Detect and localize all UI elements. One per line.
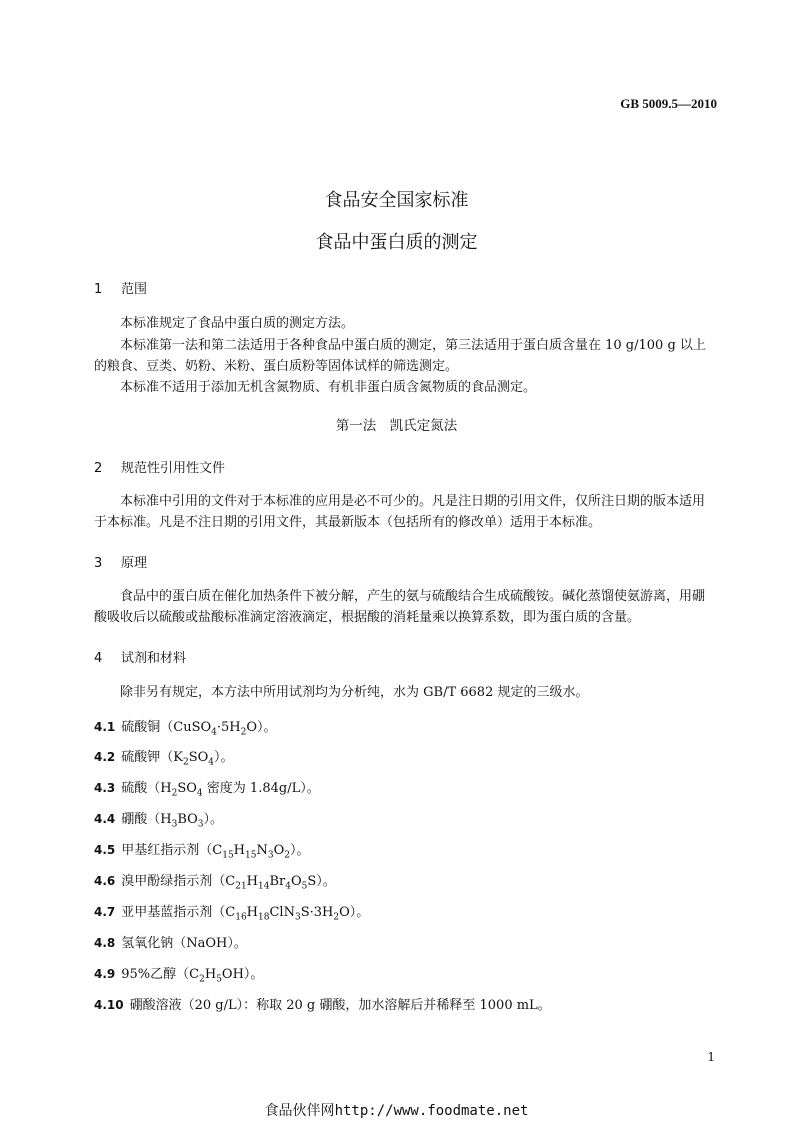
- scope-para-2: 本标准第一法和第二法适用于各种食品中蛋白质的测定，第三法适用于蛋白质含量在 10 g/100 g 以上的粮食、豆类、奶粉、米粉、蛋白质粉等固体试样的筛选测定。: [94, 338, 706, 374]
- footer: [0, 1100, 793, 1120]
- reagent-item: 4.3 硫酸（$H_2SO_4$ 密度为 1.84g/L）。: [94, 781, 320, 799]
- section-2-heading: [94, 457, 225, 476]
- footer-link[interactable]: http://www.foodmate.net: [334, 1103, 529, 1119]
- reagent-item: 4.6 溴甲酚绿指示剂$(C_{21}H_{14}Br_4O_5S)$。: [94, 874, 336, 892]
- reagent-item: 4.10 硼酸溶液（20 g/L）：称取 20 g 硼酸，加水溶解后并稀释至 1000 mL。: [94, 998, 551, 1013]
- section-title: 试剂和材料: [121, 651, 187, 666]
- reagent-item: 4.7 亚甲基蓝指示剂$(C_{16}H_{18}ClN_3S\cdot 3H_2O)$。: [94, 905, 370, 923]
- reagents-intro: 除非另有规定，本方法中所用试剂均为分析纯，水为 GB/T 6682 规定的三级水。: [120, 685, 589, 700]
- title-main: 食品安全国家标准: [324, 190, 469, 211]
- section-number: 2: [94, 461, 103, 476]
- section-1-heading: [94, 278, 147, 297]
- principle-para: 食品中的蛋白质在催化加热条件下被分解，产生的氨与硫酸结合生成硫酸铵。碱化蒸馏使氨游离，用硼酸吸收后以硫酸或盐酸标准滴定溶液滴定，根据酸的消耗量乘以换算系数，即为蛋白质的含量。: [94, 589, 706, 625]
- reagent-item: 4.1 硫酸铜$(CuSO_4\cdot 5H_2O)$。: [94, 720, 277, 738]
- section-4-heading: [94, 647, 186, 666]
- reagent-item: 4.8 氢氧化钠（NaOH）。: [94, 936, 247, 951]
- section-3-heading: [94, 552, 147, 571]
- reagent-item: 4.4 硼酸$(H_3BO_3)$。: [94, 812, 224, 830]
- reagent-item: 4.2 硫酸钾$(K_2SO_4)$。: [94, 750, 234, 768]
- section-title: 原理: [121, 556, 148, 571]
- section-number: 1: [94, 282, 103, 297]
- scope-para-3: 本标准不适用于添加无机含氮物质、有机非蛋白质含氮物质的食品测定。: [120, 380, 537, 395]
- page-number: 1: [707, 1050, 715, 1064]
- standard-number: GB 5009.5—2010: [620, 96, 717, 111]
- reagent-item: 4.9 95%乙醇$(C_2H_5OH)$。: [94, 967, 264, 985]
- section-number: 3: [94, 556, 103, 571]
- reagent-item: 4.5 甲基红指示剂$(C_{15}H_{15}N_3O_2)$。: [94, 843, 310, 861]
- scope-para-1: 本标准规定了食品中蛋白质的测定方法。: [120, 316, 355, 331]
- section-number: 4: [94, 651, 103, 666]
- title-sub: 食品中蛋白质的测定: [315, 232, 478, 253]
- section-title: 范围: [121, 282, 148, 297]
- section-title: 规范性引用性文件: [121, 461, 226, 476]
- footer-label: 食品伙伴网: [264, 1103, 335, 1119]
- normative-para: 本标准中引用的文件对于本标准的应用是必不可少的。凡是注日期的引用文件，仅所注日期的版本适用于本标准。凡是不注日期的引用文件，其最新版本（包括所有的修改单）适用于本标准。: [94, 494, 706, 530]
- method-1-title: 第一法 凯氏定氮法: [335, 418, 458, 434]
